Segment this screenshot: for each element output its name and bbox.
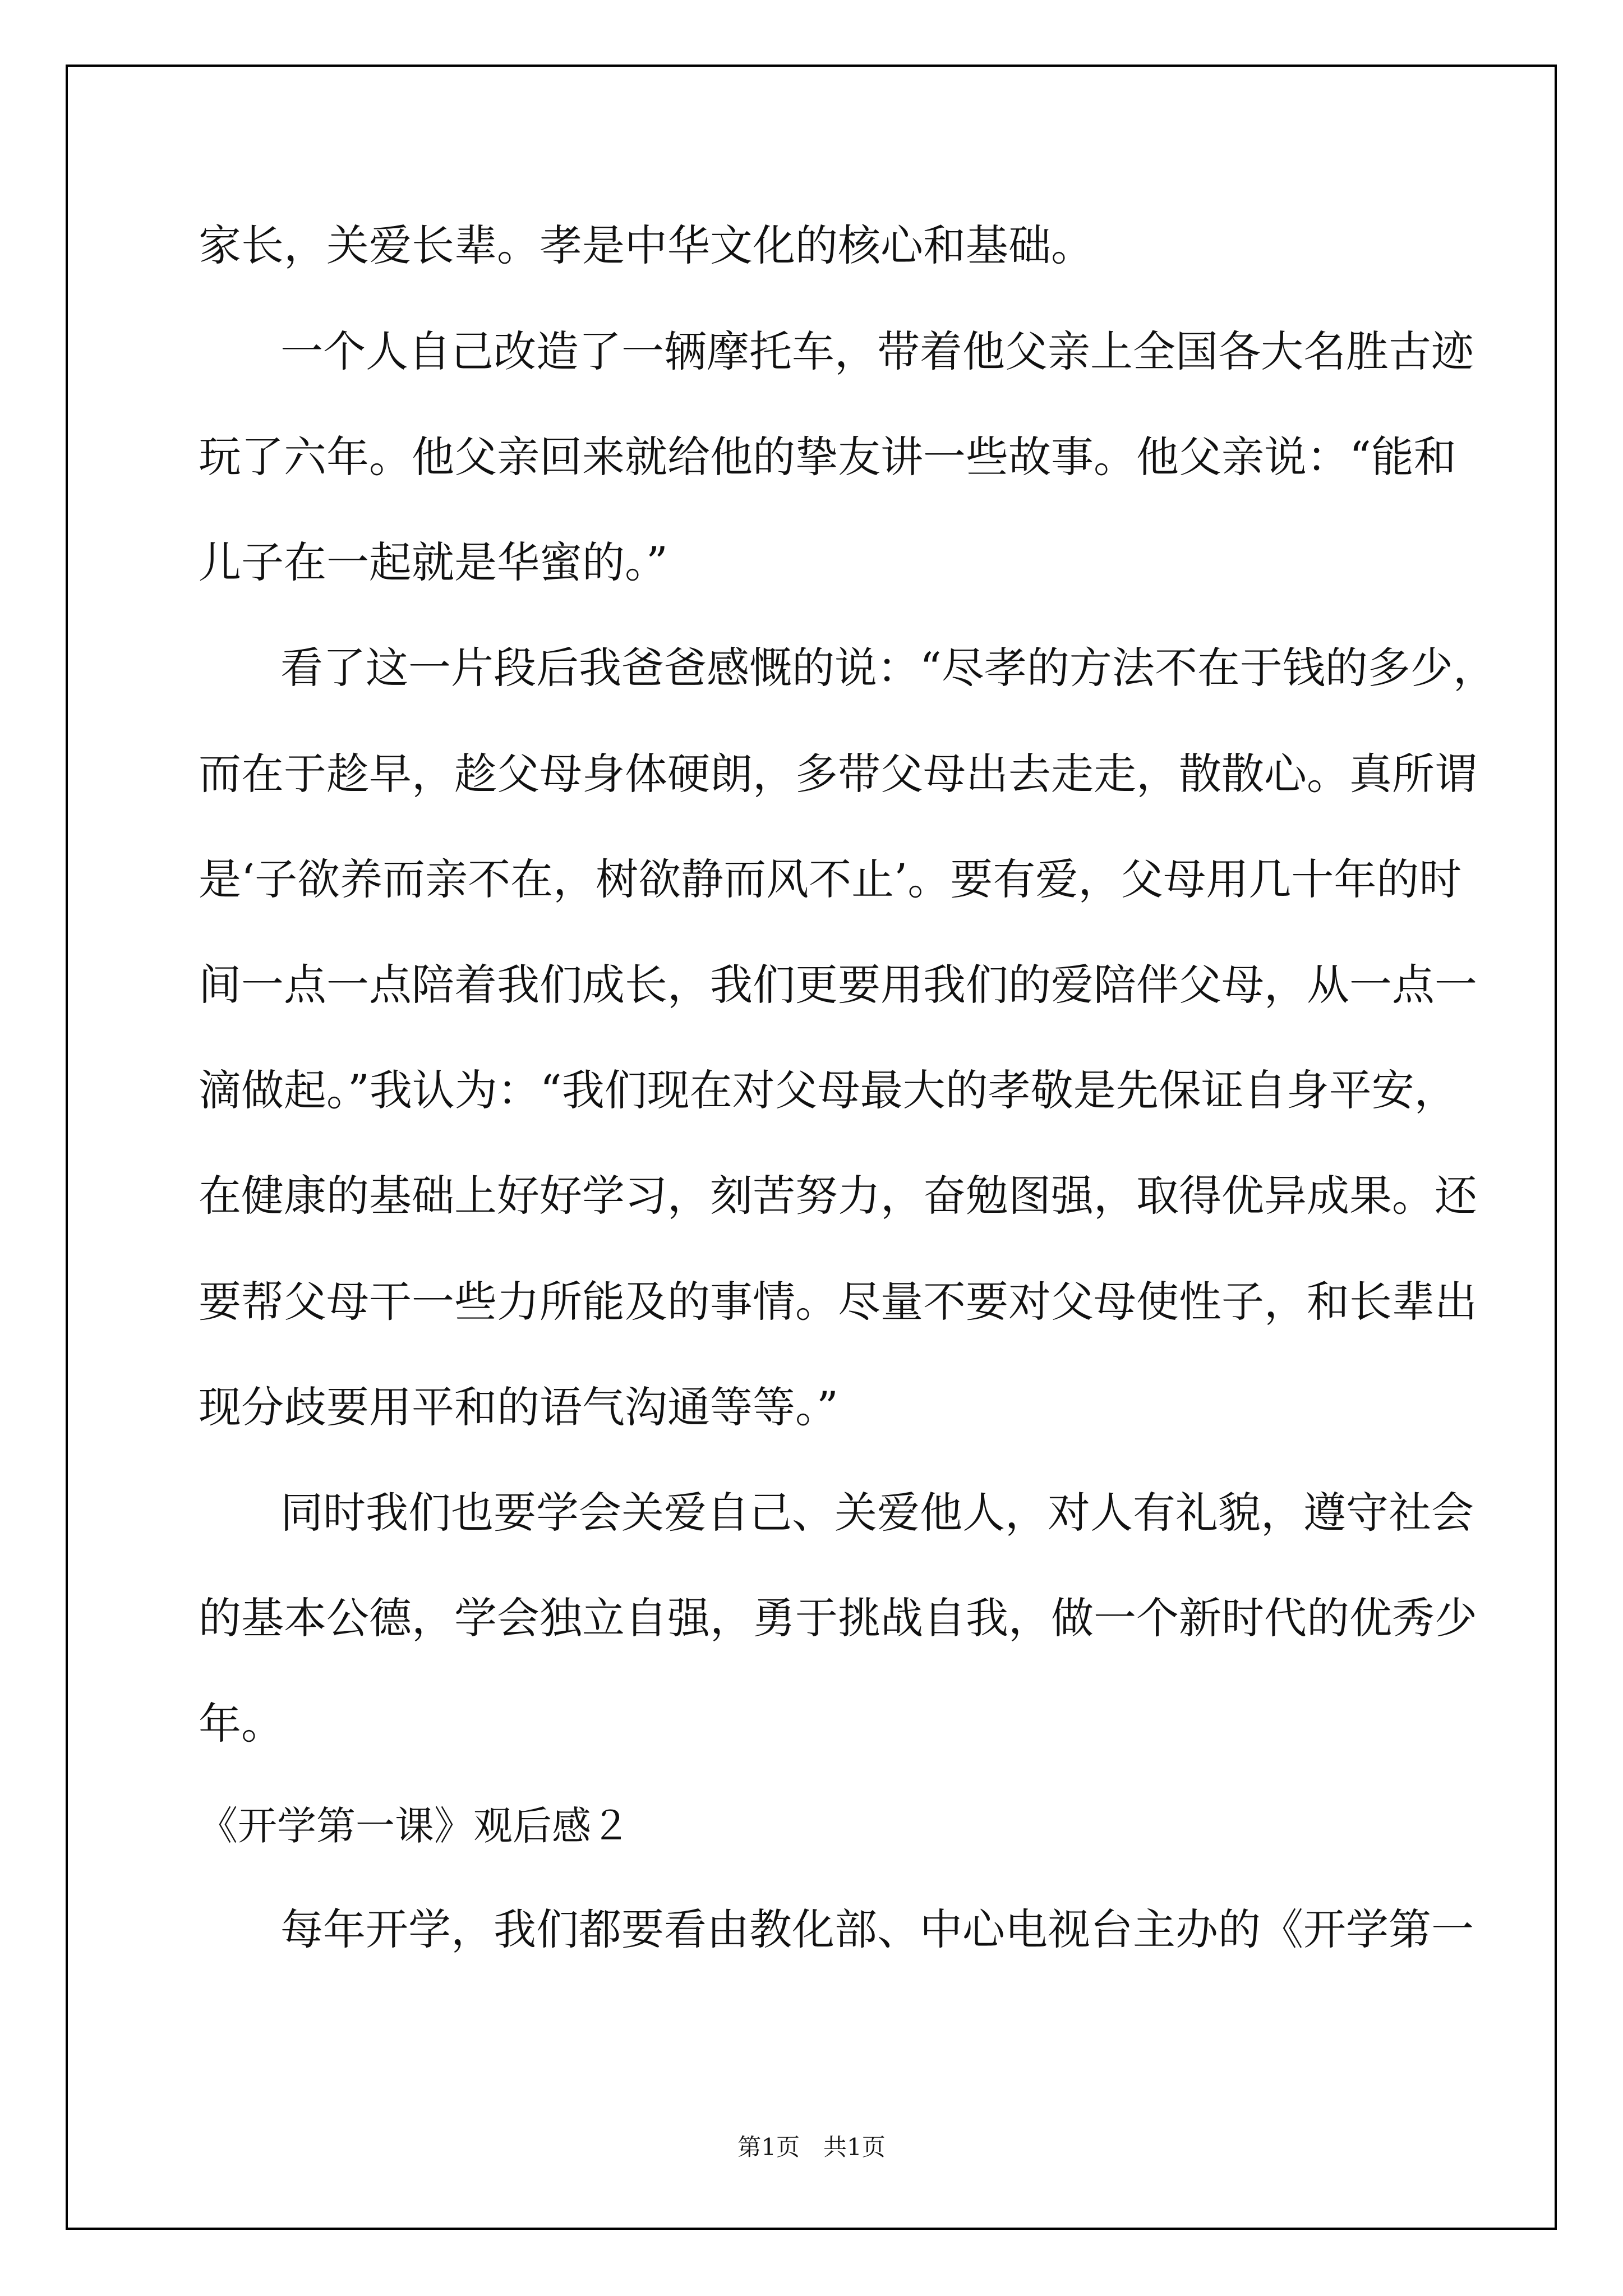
text-line: 滴做起。”我认为：“我们现在对父母最大的孝敬是先保证自身平安， (199, 1065, 1457, 1115)
text-line: 要帮父母干一些力所能及的事情。尽量不要对父母使性子，和长辈出 (199, 1277, 1477, 1327)
text-line: 在健康的基础上好好学习，刻苦努力，奋勉图强，取得优异成果。还 (199, 1171, 1477, 1221)
text-line: 间一点一点陪着我们成长，我们更要用我们的爱陪伴父母，从一点一 (199, 960, 1477, 1010)
text-line: 每年开学，我们都要看由教化部、中心电视台主办的《开学第一 (280, 1904, 1474, 1954)
text-line: 是‘子欲养而亲不在，树欲静而风不止’。要有爱，父母用几十年的时 (199, 854, 1462, 904)
text-line: 同时我们也要学会关爱自己、关爱他人，对人有礼貌，遵守社会 (280, 1488, 1474, 1538)
text-line: 而在于趁早，趁父母身体硬朗，多带父母出去走走，散散心。真所谓 (199, 749, 1477, 799)
page-footer: 第1页 共1页 (737, 2133, 886, 2161)
text-line: 一个人自己改造了一辆摩托车，带着他父亲上全国各大名胜古迹 (280, 326, 1474, 376)
text-line: 玩了六年。他父亲回来就给他的挚友讲一些故事。他父亲说：“能和 (199, 432, 1456, 482)
text-line: 儿子在一起就是华蜜的。” (199, 537, 668, 587)
text-line: 年。 (199, 1699, 284, 1749)
text-line: 看了这一片段后我爸爸感慨的说：“尽孝的方法不在于钱的多少， (280, 643, 1496, 693)
text-line: 现分歧要用平和的语气沟通等等。” (199, 1382, 838, 1432)
section-heading: 《开学第一课》观后感２ (199, 1803, 630, 1849)
text-line: 的基本公德，学会独立自强，勇于挑战自我，做一个新时代的优秀少 (199, 1593, 1477, 1643)
text-line: 家长，关爱长辈。孝是中华文化的核心和基础。 (199, 220, 1094, 270)
